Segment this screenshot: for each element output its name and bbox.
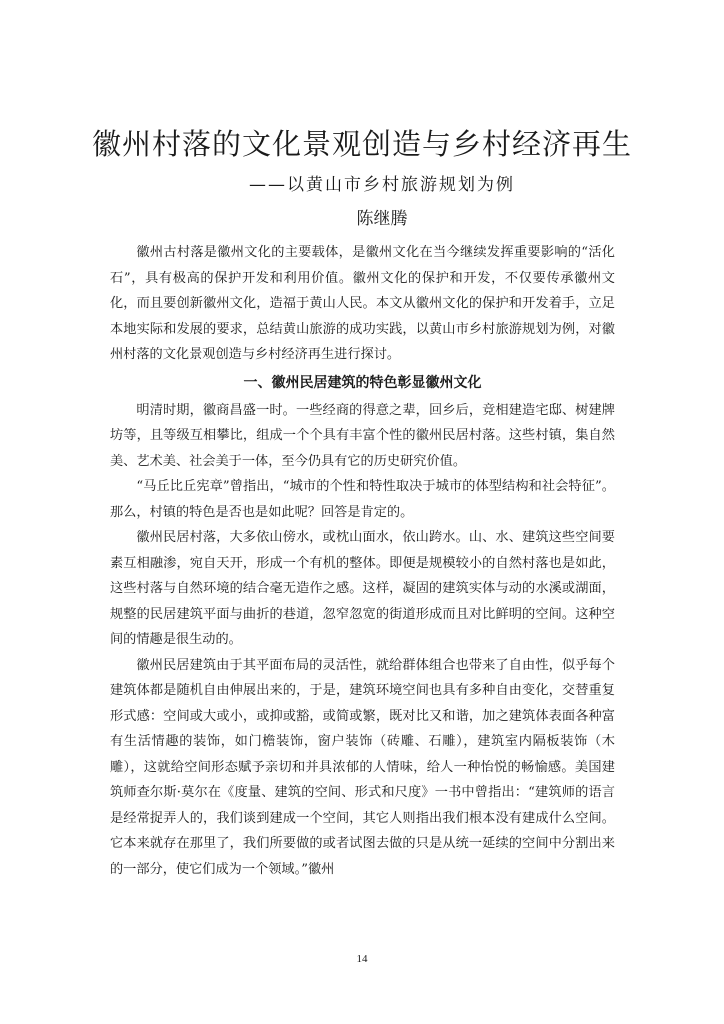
author-name: 陈继腾 <box>356 209 408 229</box>
paper-title: 徽州村落的文化景观创造与乡村经济再生 <box>91 127 632 161</box>
body-paragraph: 徽州民居建筑由于其平面布局的灵活性，就给群体组合也带来了自由性，似乎每个建筑体都是随机自由伸展出来的，于是，建筑环境空间也具有多种自由变化，交替重复形式感：空间或大或小，或抑或豁，或简或繁，既对比又和谐，加之建筑体表面各种富有生活情趣的装饰，如门檐装饰，窗户装饰（砖雕、石雕），建筑室内隔板装饰（木雕），这就给空间形态赋予亲切和并具浓郁的人情味，给人一种怡悦的畅愉感。美国建筑师查尔斯·莫尔在《度量、建筑的空间、形式和尺度》一书中曾指出：“建筑师的语言是经常捉弄人的，我们谈到建成一个空间，其它人则指出我们根本没有建成什么空间。它本来就存在那里了，我们所要做的或者试图去做的只是从统一延续的空间中分割出来的一部分，使它们成为一个领域。”徽州 <box>110 657 615 877</box>
body-paragraph: 明清时期，徽商昌盛一时。一些经商的得意之辈，回乡后，竞相建造宅邸、树建牌坊等，且等级互相攀比，组成一个个具有丰富个性的徽州民居村落。这些村镇，集自然美、艺术美、社会美于一体，至今仍具有它的历史研究价值。 <box>110 402 615 469</box>
body-paragraph: “马丘比丘宪章”曾指出，“城市的个性和特性取决于城市的体型结构和社会特征”。那么，村镇的特色是否也是如此呢？回答是肯定的。 <box>110 479 615 520</box>
article-body <box>110 240 615 882</box>
paper-subtitle: ——以黄山市乡村旅游规划为例 <box>249 175 515 195</box>
body-paragraph: 徽州民居村落，大多依山傍水，或枕山面水，依山跨水。山、水、建筑这些空间要素互相融渗，宛自天开，形成一个有机的整体。即便是规模较小的自然村落也是如此，这些村落与自然环境的结合毫无造作之感。这样，凝固的建筑实体与动的水溪或湖面，规整的民居建筑平面与曲折的巷道，忽窄忽宽的街道形成而且对比鲜明的空间。这种空间的情趣是很生动的。 <box>110 530 615 647</box>
intro-paragraph: 徽州古村落是徽州文化的主要载体，是徽州文化在当今继续发挥重要影响的“活化石”，具有极高的保护开发和利用价值。徽州文化的保护和开发，不仅要传承徽州文化，而且要创新徽州文化，造福于黄山人民。本文从徽州文化的保护和开发着手，立足本地实际和发展的要求，总结黄山旅游的成功实践，以黄山市乡村旅游规划为例，对徽州村落的文化景观创造与乡村经济再生进行探讨。 <box>110 245 615 362</box>
page-number: 14 <box>356 953 368 965</box>
section-heading: 一、徽州民居建筑的特色彰显徽州文化 <box>243 374 482 391</box>
